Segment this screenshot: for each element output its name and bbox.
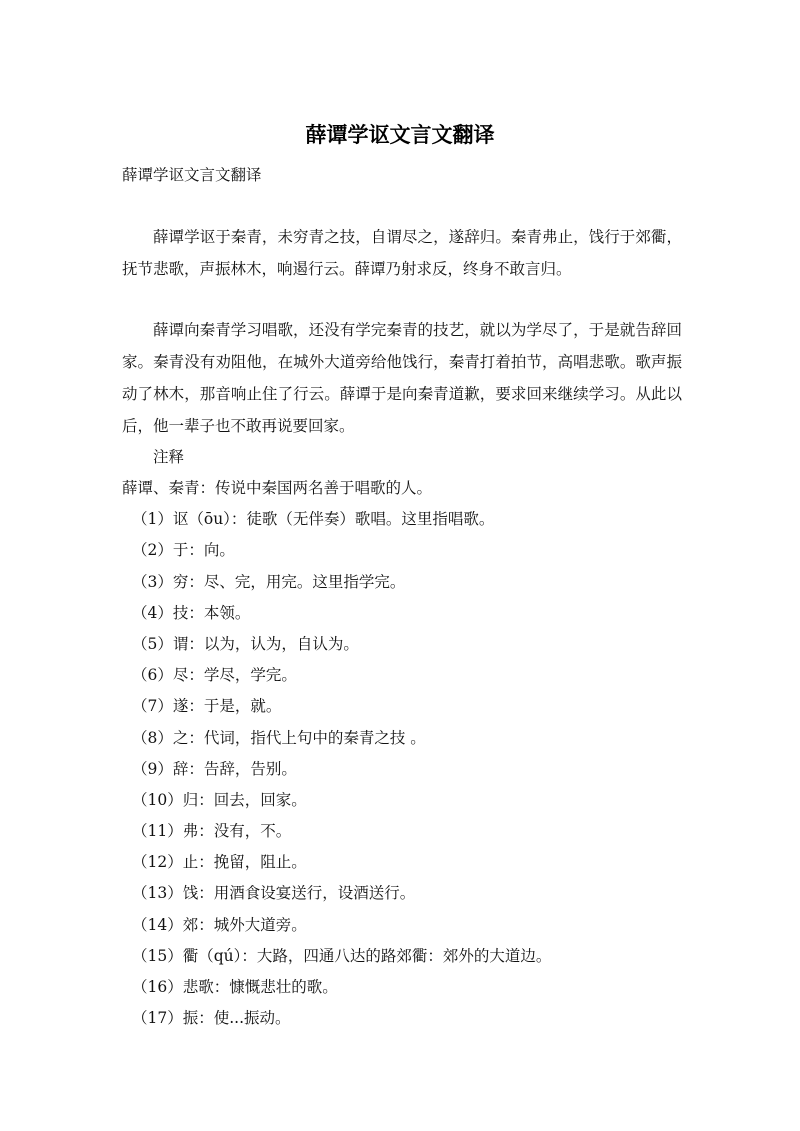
- note-item: （7）遂：于是，就。: [132, 697, 282, 716]
- note-item: 薛谭、秦青：传说中秦国两名善于唱歌的人。: [122, 479, 433, 497]
- document-subtitle: 薛谭学讴文言文翻译: [122, 166, 262, 184]
- note-item: （6）尽：学尽，学完。: [132, 666, 297, 685]
- note-item: （10）归：回去，回家。: [132, 790, 307, 809]
- translation-paragraph: 薛谭向秦青学习唱歌，还没有学完秦青的技艺，就以为学尽了，于是就告辞回家。秦青没有劝阻他，在城外大道旁给他饯行，秦青打着拍节，高唱悲歌。歌声振动了林木，那音响止住了行云。薛谭于是向秦青道歉，要求回来继续学习。从此以后，他一辈子也不敢再说要回家。: [122, 321, 682, 435]
- note-item: （16）悲歌：慷慨悲壮的歌。: [132, 978, 338, 996]
- notes-heading: 注释: [153, 448, 185, 466]
- note-item: （11）弗：没有，不。: [132, 822, 292, 841]
- note-item: （15）衢（qú）：大路，四通八达的路郊衢：郊外的大道边。: [132, 946, 552, 965]
- note-item: （8）之：代词，指代上句中的秦青之技 。: [132, 728, 426, 747]
- notes-section: [122, 446, 682, 1038]
- note-item: （2）于：向。: [132, 541, 235, 560]
- note-item: （9）辞：告辞，告别。: [132, 759, 297, 778]
- note-item: （13）饯：用酒食设宴送行，设酒送行。: [132, 884, 416, 903]
- original-text-paragraph: 薛谭学讴于秦青，未穷青之技，自谓尽之，遂辞归。秦青弗止，饯行于郊衢，抚节悲歌，声振林木，响遏行云。薛谭乃射求反，终身不敢言归。: [122, 228, 682, 278]
- note-item: （3）穷：尽、完，用完。这里指学完。: [132, 572, 406, 591]
- document-title: 薛谭学讴文言文翻译: [305, 123, 495, 147]
- note-item: （14）郊：城外大道旁。: [132, 915, 307, 934]
- note-item: （1）讴（ōu）：徒歌（无伴奏）歌唱。这里指唱歌。: [132, 510, 495, 529]
- note-item: （12）止：挽留，阻止。: [132, 853, 307, 872]
- note-item: （4）技：本领。: [132, 603, 251, 622]
- note-item: （17）振：使...振动。: [132, 1009, 291, 1028]
- note-item: （5）谓：以为，认为，自认为。: [132, 634, 359, 653]
